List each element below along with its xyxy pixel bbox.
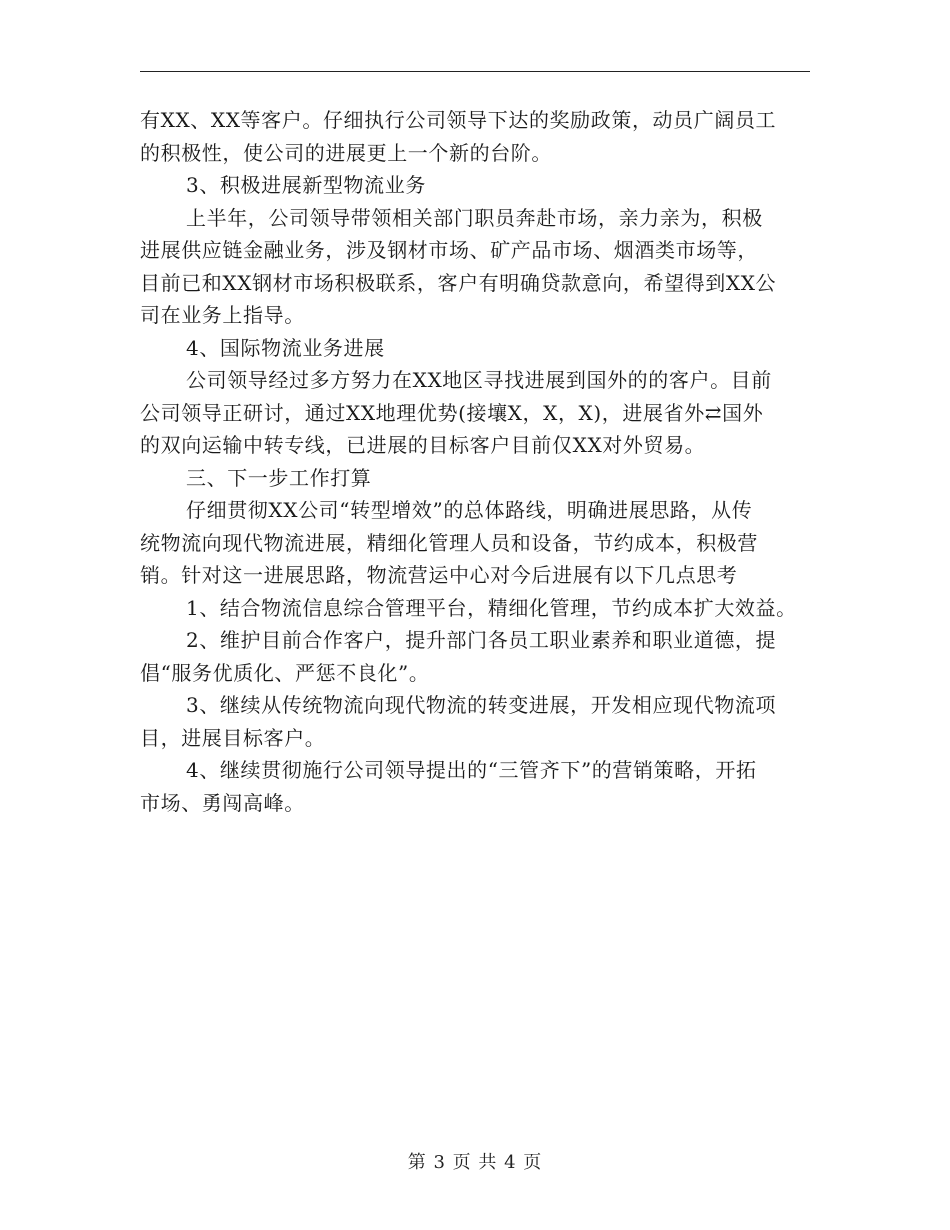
text-line: 进展供应链金融业务，涉及钢材市场、矿产品市场、烟酒类市场等， (140, 238, 758, 262)
page-number: 第 3 页 共 4 页 (407, 1152, 543, 1173)
text-line: 统物流向现代物流进展，精细化管理人员和设备，节约成本，积极营 (140, 530, 758, 555)
text-line: 销。针对这一进展思路，物流营运中心对今后进展有以下几点思考 (140, 563, 738, 587)
text-line: 倡“服务优质化、严惩不良化”。 (140, 660, 430, 685)
text-line: 4、国际物流业务进展 (186, 335, 385, 360)
text-line: 上半年，公司领导带领相关部门职员奔赴市场，亲力亲为，积极 (186, 205, 763, 230)
text-line: 4、继续贯彻施行公司领导提出的“三管齐下”的营销策略，开拓 (186, 758, 757, 782)
text-line: 目，进展目标客户。 (140, 725, 326, 750)
text-line: 公司领导正研讨，通过XX地理优势(接壤X，X，X)，进展省外⇄国外 (140, 400, 764, 425)
header-rule (140, 71, 810, 72)
text-line: 有XX、XX等客户。仔细执行公司领导下达的奖励政策，动员广阔员工 (140, 108, 777, 132)
text-line: 2、维护目前合作客户，提升部门各员工职业素养和职业道德，提 (186, 628, 777, 652)
text-line: 仔细贯彻XX公司“转型增效”的总体路线，明确进展思路，从传 (186, 498, 753, 522)
text-line: 1、结合物流信息综合管理平台，精细化管理，节约成本扩大效益。 (186, 595, 797, 620)
text-line: 目前已和XX钢材市场积极联系，客户有明确贷款意向，希望得到XX公 (140, 270, 777, 295)
document-body (140, 104, 812, 819)
text-line: 的积极性，使公司的进展更上一个新的台阶。 (140, 140, 552, 165)
text-line: 3、积极进展新型物流业务 (186, 173, 426, 197)
text-line: 三、下一步工作打算 (186, 465, 372, 490)
text-line: 的双向运输中转专线，已进展的目标客户目前仅XX对外贸易。 (140, 433, 706, 457)
text-line: 公司领导经过多方努力在XX地区寻找进展到国外的的客户。目前 (186, 368, 772, 392)
text-line: 司在业务上指导。 (140, 303, 305, 327)
text-line: 3、继续从传统物流向现代物流的转变进展，开发相应现代物流项 (186, 693, 777, 717)
text-line: 市场、勇闯高峰。 (140, 790, 305, 815)
